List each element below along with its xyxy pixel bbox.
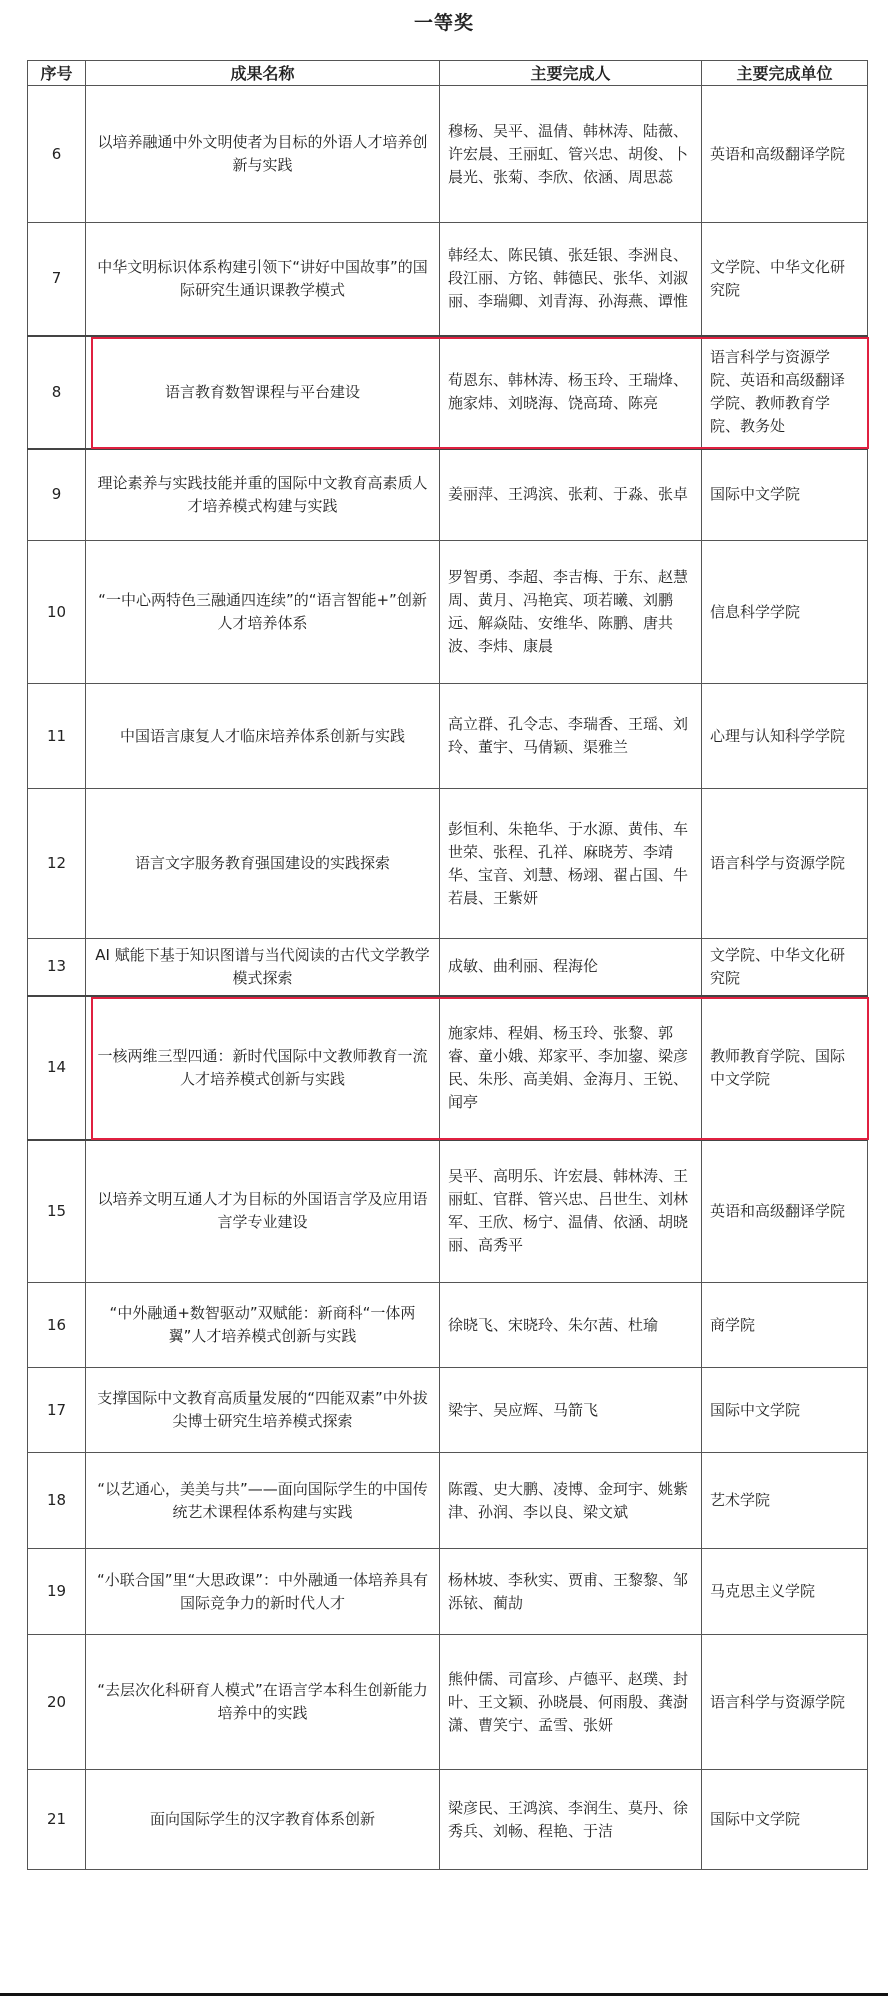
- row-contributors: 陈霞、史大鹏、凌博、金珂宇、姚紫津、孙润、李以良、梁文斌: [440, 1453, 702, 1549]
- row-contributors: 穆杨、吴平、温倩、韩林涛、陆薇、许宏晨、王丽虹、管兴忠、胡俊、卜晨光、张菊、李欣、依涵、周思蕊: [440, 86, 702, 223]
- row-achievement-name: AI 赋能下基于知识图谱与当代阅读的古代文学教学模式探索: [86, 939, 440, 996]
- row-number: 13: [28, 939, 86, 996]
- row-units: 文学院、中华文化研究院: [702, 939, 868, 996]
- row-units: 英语和高级翻译学院: [702, 86, 868, 223]
- row-contributors: 罗智勇、李超、李吉梅、于东、赵慧周、黄月、冯艳宾、项若曦、刘鹏远、解焱陆、安维华、陈鹏、唐共波、李炜、康晨: [440, 541, 702, 684]
- header-main-units: 主要完成单位: [702, 61, 868, 86]
- row-units: 教师教育学院、国际中文学院: [702, 996, 868, 1140]
- row-contributors: 施家炜、程娟、杨玉玲、张黎、郭睿、童小娥、郑家平、李加鋆、梁彦民、朱彤、高美娟、金海月、王锐、闻亭: [440, 996, 702, 1140]
- table-row: [28, 223, 868, 336]
- row-number: 6: [28, 86, 86, 223]
- row-units: 文学院、中华文化研究院: [702, 223, 868, 336]
- row-contributors: 高立群、孔令志、李瑞香、王瑶、刘玲、董宇、马倩颖、渠雅兰: [440, 684, 702, 789]
- row-number: 18: [28, 1453, 86, 1549]
- row-achievement-name: 以培养融通中外文明使者为目标的外语人才培养创新与实践: [86, 86, 440, 223]
- row-units: 国际中文学院: [702, 1368, 868, 1453]
- header-main-contributors: 主要完成人: [440, 61, 702, 86]
- row-number: 15: [28, 1140, 86, 1283]
- row-number: 19: [28, 1549, 86, 1635]
- row-contributors: 梁彦民、王鸿滨、李润生、莫丹、徐秀兵、刘畅、程艳、于洁: [440, 1770, 702, 1870]
- row-contributors: 杨林坡、李秋实、贾甫、王黎黎、邹泺铱、蔺劼: [440, 1549, 702, 1635]
- row-contributors: 彭恒利、朱艳华、于水源、黄伟、车世荣、张程、孔祥、麻晓芳、李靖华、宝音、刘慧、杨翊、翟占国、牛若晨、王紫妍: [440, 789, 702, 939]
- row-number: 7: [28, 223, 86, 336]
- row-number: 9: [28, 449, 86, 541]
- header-row: [28, 61, 868, 86]
- row-achievement-name: 中国语言康复人才临床培养体系创新与实践: [86, 684, 440, 789]
- table-row: [28, 1140, 868, 1283]
- row-units: 艺术学院: [702, 1453, 868, 1549]
- table-row: [28, 1368, 868, 1453]
- row-achievement-name: 中华文明标识体系构建引领下“讲好中国故事”的国际研究生通识课教学模式: [86, 223, 440, 336]
- table-row: [28, 1635, 868, 1770]
- row-number: 17: [28, 1368, 86, 1453]
- row-contributors: 熊仲儒、司富珍、卢德平、赵璞、封叶、王文颖、孙晓晨、何雨殷、龚澍潇、曹笑宁、孟雪、张妍: [440, 1635, 702, 1770]
- page-title: 一等奖: [413, 12, 474, 34]
- table-row: [28, 789, 868, 939]
- table-row: [28, 939, 868, 996]
- row-units: 国际中文学院: [702, 1770, 868, 1870]
- row-units: 信息科学学院: [702, 541, 868, 684]
- row-contributors: 姜丽萍、王鸿滨、张莉、于淼、张卓: [440, 449, 702, 541]
- table-row: [28, 1549, 868, 1635]
- row-number: 10: [28, 541, 86, 684]
- row-achievement-name: 支撑国际中文教育高质量发展的“四能双素”中外拔尖博士研究生培养模式探索: [86, 1368, 440, 1453]
- row-contributors: 韩经太、陈民镇、张廷银、李洲良、段江丽、方铭、韩德民、张华、刘淑丽、李瑞卿、刘青海、孙海燕、谭惟: [440, 223, 702, 336]
- table-row: [28, 86, 868, 223]
- table-row-highlighted: [28, 996, 868, 1140]
- row-number: 12: [28, 789, 86, 939]
- table-row: [28, 684, 868, 789]
- awards-table: [27, 60, 868, 1870]
- header-number: 序号: [28, 61, 86, 86]
- row-units: 英语和高级翻译学院: [702, 1140, 868, 1283]
- table-row: [28, 1770, 868, 1870]
- row-achievement-name: 语言教育数智课程与平台建设: [86, 336, 440, 449]
- row-achievement-name: “小联合国”里“大思政课”：中外融通一体培养具有国际竞争力的新时代人才: [86, 1549, 440, 1635]
- row-number: 11: [28, 684, 86, 789]
- row-units: 马克思主义学院: [702, 1549, 868, 1635]
- header-achievement-name: 成果名称: [86, 61, 440, 86]
- row-contributors: 徐晓飞、宋晓玲、朱尔茜、杜瑜: [440, 1283, 702, 1368]
- row-units: 商学院: [702, 1283, 868, 1368]
- table-row: [28, 541, 868, 684]
- bottom-divider: [0, 1993, 888, 1996]
- table-row: [28, 1453, 868, 1549]
- row-achievement-name: 一核两维三型四通：新时代国际中文教师教育一流人才培养模式创新与实践: [86, 996, 440, 1140]
- row-units: 心理与认知科学学院: [702, 684, 868, 789]
- row-achievement-name: “一中心两特色三融通四连续”的“语言智能+”创新人才培养体系: [86, 541, 440, 684]
- row-achievement-name: 以培养文明互通人才为目标的外国语言学及应用语言学专业建设: [86, 1140, 440, 1283]
- row-units: 语言科学与资源学院: [702, 789, 868, 939]
- row-number: 16: [28, 1283, 86, 1368]
- row-units: 国际中文学院: [702, 449, 868, 541]
- table-row: [28, 1283, 868, 1368]
- table-row: [28, 449, 868, 541]
- row-units: 语言科学与资源学院、英语和高级翻译学院、教师教育学院、教务处: [702, 336, 868, 449]
- row-contributors: 荀恩东、韩林涛、杨玉玲、王瑞烽、施家炜、刘晓海、饶高琦、陈亮: [440, 336, 702, 449]
- row-units: 语言科学与资源学院: [702, 1635, 868, 1770]
- row-number: 20: [28, 1635, 86, 1770]
- row-achievement-name: “中外融通+数智驱动”双赋能：新商科“一体两翼”人才培养模式创新与实践: [86, 1283, 440, 1368]
- table-body: [28, 86, 868, 1870]
- table-row-highlighted: [28, 336, 868, 449]
- row-achievement-name: “去层次化科研育人模式”在语言学本科生创新能力培养中的实践: [86, 1635, 440, 1770]
- row-achievement-name: “以艺通心，美美与共”——面向国际学生的中国传统艺术课程体系构建与实践: [86, 1453, 440, 1549]
- table-header: [28, 61, 868, 86]
- row-contributors: 成敏、曲利丽、程海伦: [440, 939, 702, 996]
- row-contributors: 吴平、高明乐、许宏晨、韩林涛、王丽虹、官群、管兴忠、吕世生、刘林军、王欣、杨宁、温倩、依涵、胡晓丽、高秀平: [440, 1140, 702, 1283]
- row-number: 8: [28, 336, 86, 449]
- row-number: 21: [28, 1770, 86, 1870]
- row-achievement-name: 面向国际学生的汉字教育体系创新: [86, 1770, 440, 1870]
- row-achievement-name: 理论素养与实践技能并重的国际中文教育高素质人才培养模式构建与实践: [86, 449, 440, 541]
- row-achievement-name: 语言文字服务教育强国建设的实践探索: [86, 789, 440, 939]
- row-number: 14: [28, 996, 86, 1140]
- row-contributors: 梁宇、吴应辉、马箭飞: [440, 1368, 702, 1453]
